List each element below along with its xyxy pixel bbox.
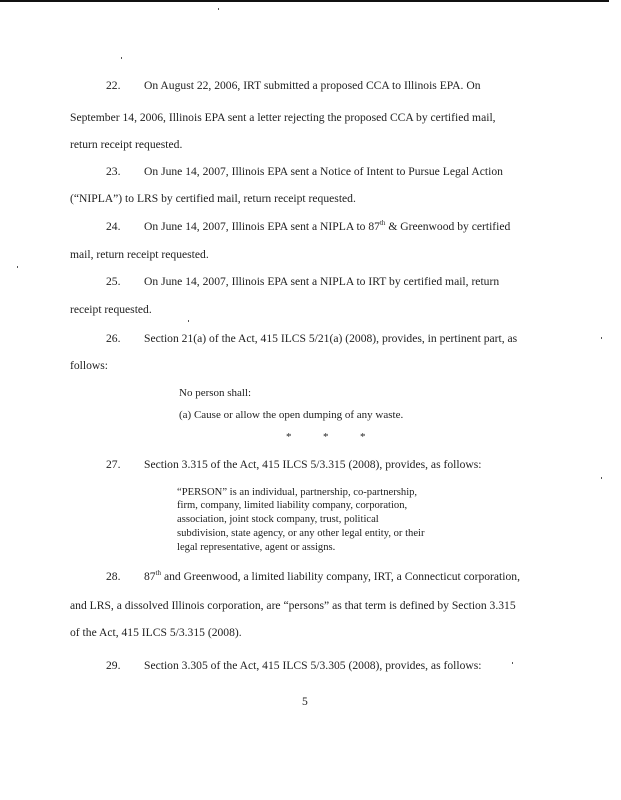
- scan-speck: [601, 337, 602, 339]
- paragraph-number-25: 25.: [106, 275, 121, 288]
- scan-speck: [218, 8, 219, 10]
- paragraph-24-line-2: mail, return receipt requested.: [70, 248, 209, 261]
- paragraph-28-line-3: of the Act, 415 ILCS 5/3.315 (2008).: [70, 626, 242, 639]
- paragraph-25-line-2: receipt requested.: [70, 303, 152, 316]
- paragraph-22-line-3: return receipt requested.: [70, 138, 183, 151]
- quote-line-1: No person shall:: [179, 387, 252, 399]
- paragraph-number-29: 29.: [106, 659, 121, 672]
- paragraph-22-line-1: On August 22, 2006, IRT submitted a proposed CCA to Illinois EPA. On: [144, 79, 481, 92]
- paragraph-number-22: 22.: [106, 79, 121, 92]
- page-number: 5: [302, 695, 308, 708]
- paragraph-28-line-2: and LRS, a dissolved Illinois corporation, are “persons” as that term is defined by Section 3.315: [70, 599, 516, 612]
- scan-speck: [121, 57, 122, 59]
- paragraph-29-line-1: Section 3.305 of the Act, 415 ILCS 5/3.305 (2008), provides, as follows:: [144, 659, 482, 672]
- paragraph-23-line-1: On June 14, 2007, Illinois EPA sent a Notice of Intent to Pursue Legal Action: [144, 165, 503, 178]
- paragraph-27-line-1: Section 3.315 of the Act, 415 ILCS 5/3.315 (2008), provides, as follows:: [144, 458, 482, 471]
- definition-line-2: firm, company, limited liability company, corporation,: [177, 500, 408, 511]
- paragraph-number-26: 26.: [106, 332, 121, 345]
- scan-speck: [512, 662, 513, 664]
- paragraph-26-line-2: follows:: [70, 359, 109, 372]
- paragraph-24-line-1: On June 14, 2007, Illinois EPA sent a NIPLA to 87th & Greenwood by certified: [144, 219, 511, 233]
- scan-speck: [188, 320, 189, 322]
- paragraph-number-27: 27.: [106, 458, 121, 471]
- paragraph-26-line-1: Section 21(a) of the Act, 415 ILCS 5/21(a) (2008), provides, in pertinent part, as: [144, 332, 518, 345]
- scan-speck: [601, 477, 602, 479]
- ellipsis-asterisks: * * *: [286, 431, 366, 443]
- quote-line-2: (a) Cause or allow the open dumping of any waste.: [179, 409, 404, 421]
- paragraph-number-24: 24.: [106, 220, 121, 233]
- scan-speck: [17, 266, 18, 268]
- paragraph-22-line-2: September 14, 2006, Illinois EPA sent a letter rejecting the proposed CCA by certified mail,: [70, 111, 496, 124]
- definition-line-3: association, joint stock company, trust, political: [177, 514, 379, 525]
- paragraph-number-28: 28.: [106, 570, 121, 583]
- paragraph-28-line-1: 87th and Greenwood, a limited liability company, IRT, a Connecticut corporation,: [144, 569, 520, 583]
- definition-line-5: legal representative, agent or assigns.: [177, 542, 336, 553]
- definition-line-4: subdivision, state agency, or any other legal entity, or their: [177, 528, 425, 539]
- top-border-line: [0, 0, 609, 2]
- paragraph-23-line-2: (“NIPLA”) to LRS by certified mail, return receipt requested.: [70, 192, 356, 205]
- paragraph-number-23: 23.: [106, 165, 121, 178]
- paragraph-25-line-1: On June 14, 2007, Illinois EPA sent a NIPLA to IRT by certified mail, return: [144, 275, 500, 288]
- definition-line-1: “PERSON” is an individual, partnership, co-partnership,: [177, 487, 418, 498]
